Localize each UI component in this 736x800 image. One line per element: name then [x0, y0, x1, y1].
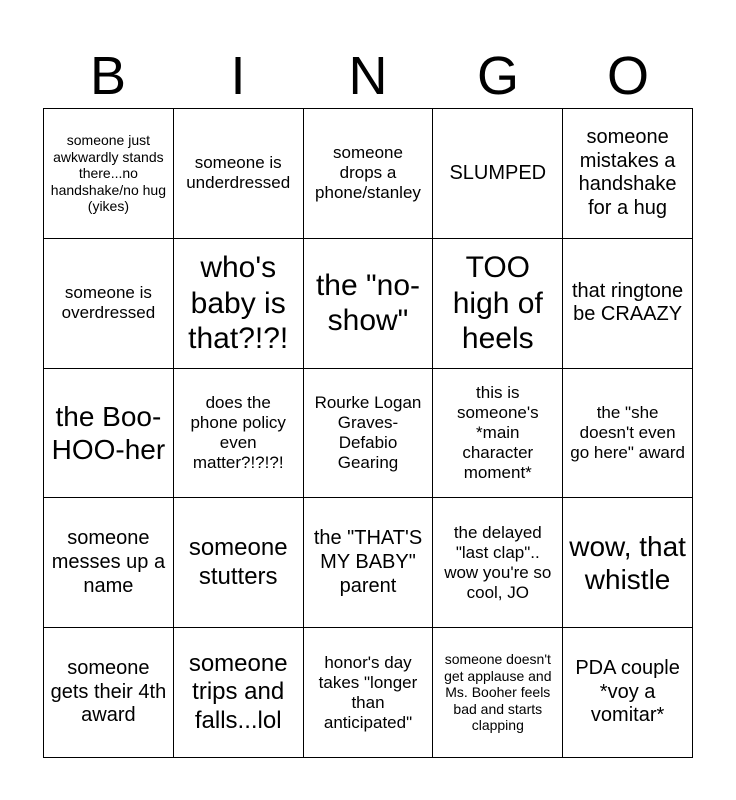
bingo-cell-r5c4[interactable] [433, 628, 563, 758]
bingo-cell-r4c3[interactable] [304, 498, 434, 628]
bingo-cell-r5c1[interactable] [44, 628, 174, 758]
cell-text: honor's day takes "longer than anticipated" [318, 652, 418, 732]
bingo-cell-r1c2[interactable] [174, 109, 304, 239]
cell-text: the Boo-HOO-her [51, 400, 166, 465]
bingo-cell-r1c4[interactable] [433, 109, 563, 239]
bingo-cell-r4c1[interactable] [44, 498, 174, 628]
cell-text: someone stutters [188, 534, 288, 590]
cell-text: the "no-show" [315, 268, 421, 338]
cell-text: someone messes up a name [51, 527, 166, 597]
bingo-cell-r2c5[interactable] [563, 239, 693, 369]
header-letter-o: O [606, 46, 649, 106]
cell-text: who's baby is that?!?! [188, 251, 289, 355]
bingo-cell-r1c5[interactable] [563, 109, 693, 239]
bingo-cell-r3c2[interactable] [174, 369, 304, 499]
bingo-cell-r4c4[interactable] [433, 498, 563, 628]
bingo-cell-r5c5[interactable] [563, 628, 693, 758]
cell-text: the "THAT'S MY BABY" parent [313, 527, 423, 597]
bingo-board [43, 108, 693, 758]
bingo-cell-r2c1[interactable] [44, 239, 174, 369]
header-letter-n: N [348, 46, 388, 106]
bingo-cell-r2c2[interactable] [174, 239, 304, 369]
bingo-cell-r3c4[interactable] [433, 369, 563, 499]
cell-text: someone gets their 4th award [50, 657, 167, 727]
bingo-cell-r4c2[interactable] [174, 498, 304, 628]
bingo-header [43, 40, 693, 108]
cell-text: someone drops a phone/stanley [315, 143, 421, 203]
bingo-cell-r4c5[interactable] [563, 498, 693, 628]
bingo-cell-r2c3[interactable] [304, 239, 434, 369]
cell-text: SLUMPED [449, 161, 547, 184]
header-letter-g: G [476, 46, 519, 106]
bingo-cell-r3c1[interactable] [44, 369, 174, 499]
cell-text: that ringtone be CRAAZY [571, 279, 684, 326]
cell-text: someone mistakes a handshake for a hug [578, 126, 677, 219]
bingo-cell-r3c5[interactable] [563, 369, 693, 499]
cell-text: someone doesn't get applause and Ms. Booher feels bad and starts clapping [444, 651, 552, 734]
cell-text: someone is overdressed [61, 283, 156, 323]
cell-text: the "she doesn't even go here" award [570, 402, 685, 463]
header-letter-i: I [230, 46, 246, 106]
bingo-cell-r1c3[interactable] [304, 109, 434, 239]
cell-text: someone is underdressed [186, 153, 291, 193]
cell-text: this is someone's *main character moment* [456, 382, 539, 483]
cell-text: does the phone policy even matter?!?!?! [190, 392, 286, 473]
bingo-cell-r2c4[interactable] [433, 239, 563, 369]
bingo-cell-r3c3[interactable] [304, 369, 434, 499]
bingo-cell-r5c2[interactable] [174, 628, 304, 758]
cell-text: someone just awkwardly stands there...no handshake/no hug (yikes) [50, 132, 166, 215]
cell-text: wow, that whistle [569, 530, 686, 595]
bingo-cell-r1c1[interactable] [44, 109, 174, 239]
cell-text: the delayed "last clap".. wow you're so cool, JO [444, 522, 552, 602]
cell-text: Rourke Logan Graves-Defabio Gearing [314, 392, 422, 473]
bingo-cell-r5c3[interactable] [304, 628, 434, 758]
header-letter-b: B [89, 46, 127, 106]
cell-text: someone trips and falls...lol [188, 650, 288, 734]
cell-text: PDA couple *voy a vomitar* [575, 657, 680, 727]
cell-text: TOO high of heels [452, 251, 543, 355]
